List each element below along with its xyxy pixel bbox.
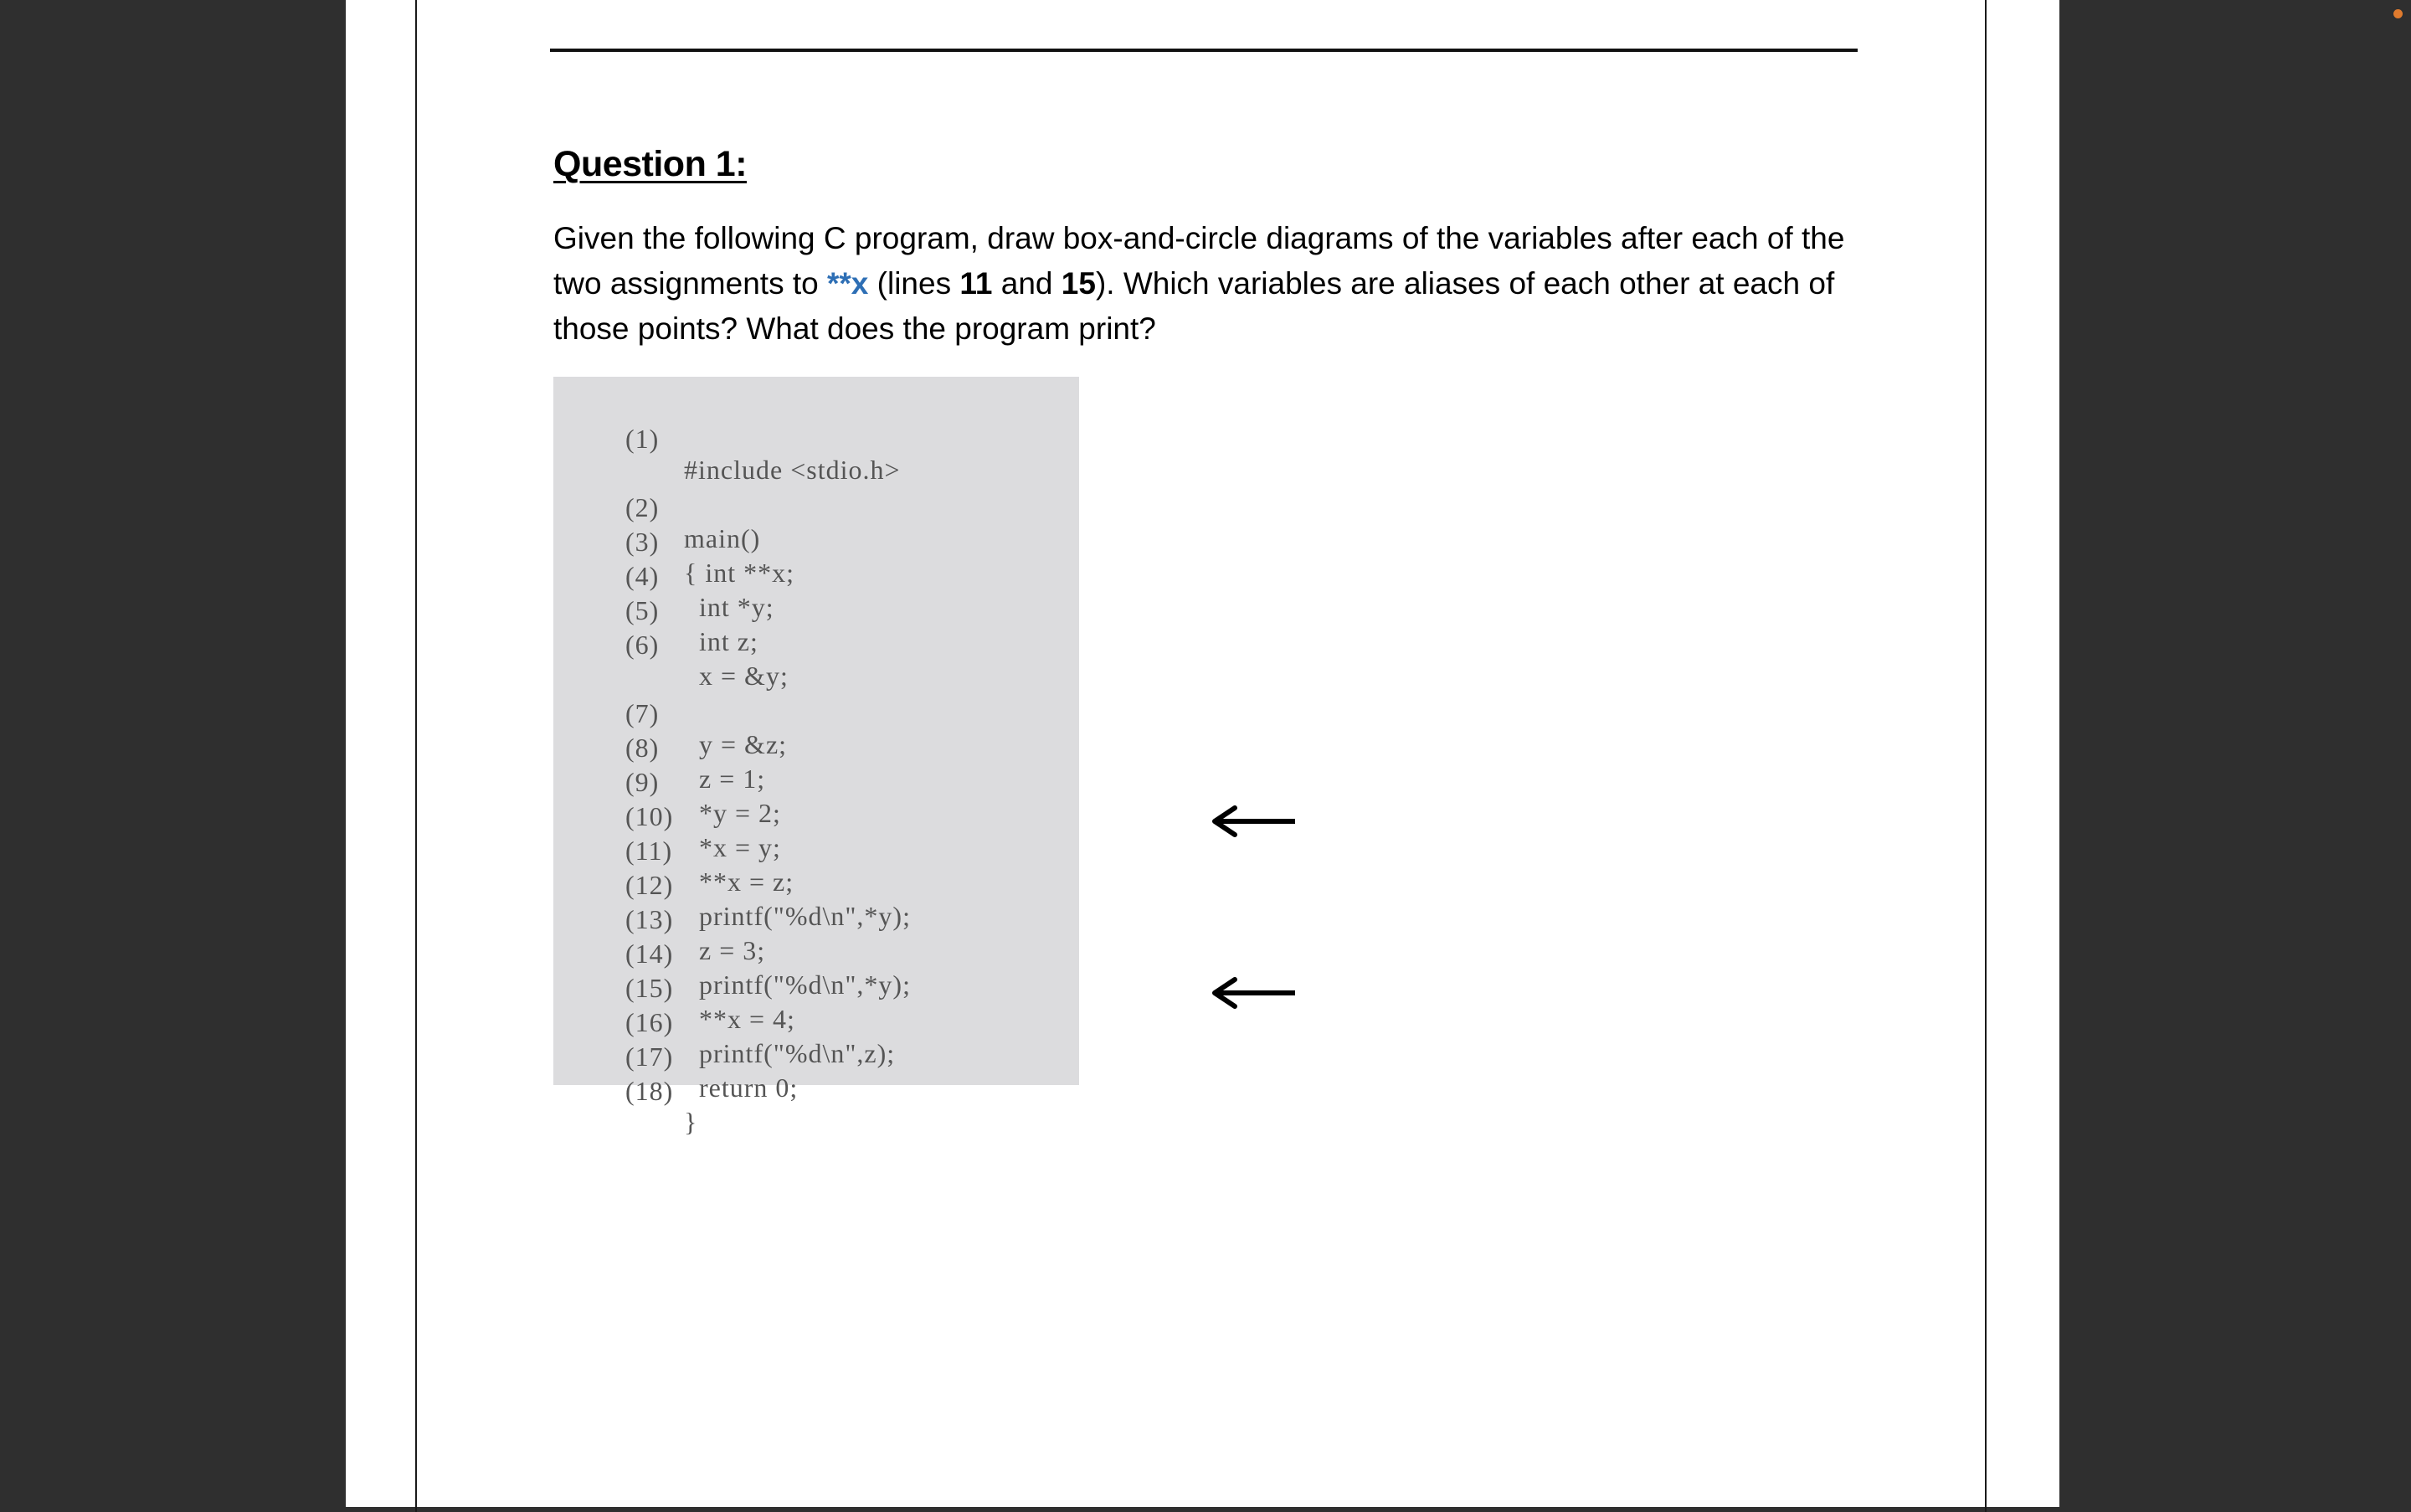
code-line-number: (11) [625, 836, 673, 866]
code-line-number: (14) [625, 939, 674, 969]
question-text-part: and [992, 266, 1062, 301]
code-line-source: { int **x; [684, 558, 795, 588]
code-line-number: (8) [625, 733, 660, 763]
question-text-part: Given the following C program, draw box-and-circle diagrams of the variables after each of the two assignments to [553, 221, 1845, 301]
pointer-highlight: **x [826, 266, 869, 301]
code-line-number: (1) [625, 424, 660, 454]
left-arrow-icon [1206, 805, 1298, 838]
code-line-source: x = &y; [684, 661, 789, 691]
code-line [553, 461, 761, 553]
question-text-part: (lines [868, 266, 960, 301]
code-line-source: printf("%d\n",*y); [684, 901, 911, 931]
document-page [346, 0, 2059, 1507]
code-line-source: z = 1; [684, 764, 766, 794]
code-line-source: **x = z; [684, 867, 794, 897]
code-line-source: z = 3; [684, 935, 766, 965]
code-line-source: return 0; [684, 1072, 799, 1103]
code-line-number: (16) [625, 1007, 674, 1037]
code-listing [553, 377, 1079, 1137]
code-line-number: (3) [625, 527, 660, 557]
code-line-number: (18) [625, 1076, 674, 1106]
code-line-number: (9) [625, 767, 660, 797]
code-line-source: *y = 2; [684, 798, 781, 828]
code-line-number: (12) [625, 870, 674, 900]
left-arrow-icon [1206, 976, 1298, 1010]
code-line-number: (7) [625, 698, 660, 728]
code-line-number: (10) [625, 801, 674, 831]
code-line-source: #include <stdio.h> [684, 455, 901, 485]
code-line-number: (13) [625, 904, 674, 934]
code-line-source: *x = y; [684, 832, 781, 862]
question-text [553, 216, 1868, 352]
header-rule [550, 49, 1858, 52]
code-line-number: (4) [625, 561, 660, 591]
code-line-source: int *y; [684, 592, 774, 622]
code-line-source: int z; [684, 626, 758, 656]
code-line-source: printf("%d\n",*y); [684, 969, 911, 1000]
code-line-source: y = &z; [684, 729, 788, 759]
code-line-source: printf("%d\n",z); [684, 1038, 896, 1068]
code-line-source: main() [684, 523, 761, 553]
code-line-number: (15) [625, 973, 674, 1003]
notification-dot-icon [2393, 9, 2403, 18]
line-number-bold: 15 [1061, 266, 1096, 301]
code-line-number: (6) [625, 630, 660, 660]
code-line-source: **x = 4; [684, 1004, 795, 1034]
question-heading: Question 1: [553, 144, 748, 184]
code-line-number: (2) [625, 492, 660, 522]
code-line-source: } [684, 1107, 698, 1137]
code-line-number: (5) [625, 595, 660, 625]
line-number-bold: 11 [959, 266, 993, 301]
code-line-number: (17) [625, 1041, 674, 1072]
question-text-part: ). Which variables are aliases of each other at each of those points? What does the program print? [553, 266, 1835, 346]
code-line [553, 393, 901, 485]
